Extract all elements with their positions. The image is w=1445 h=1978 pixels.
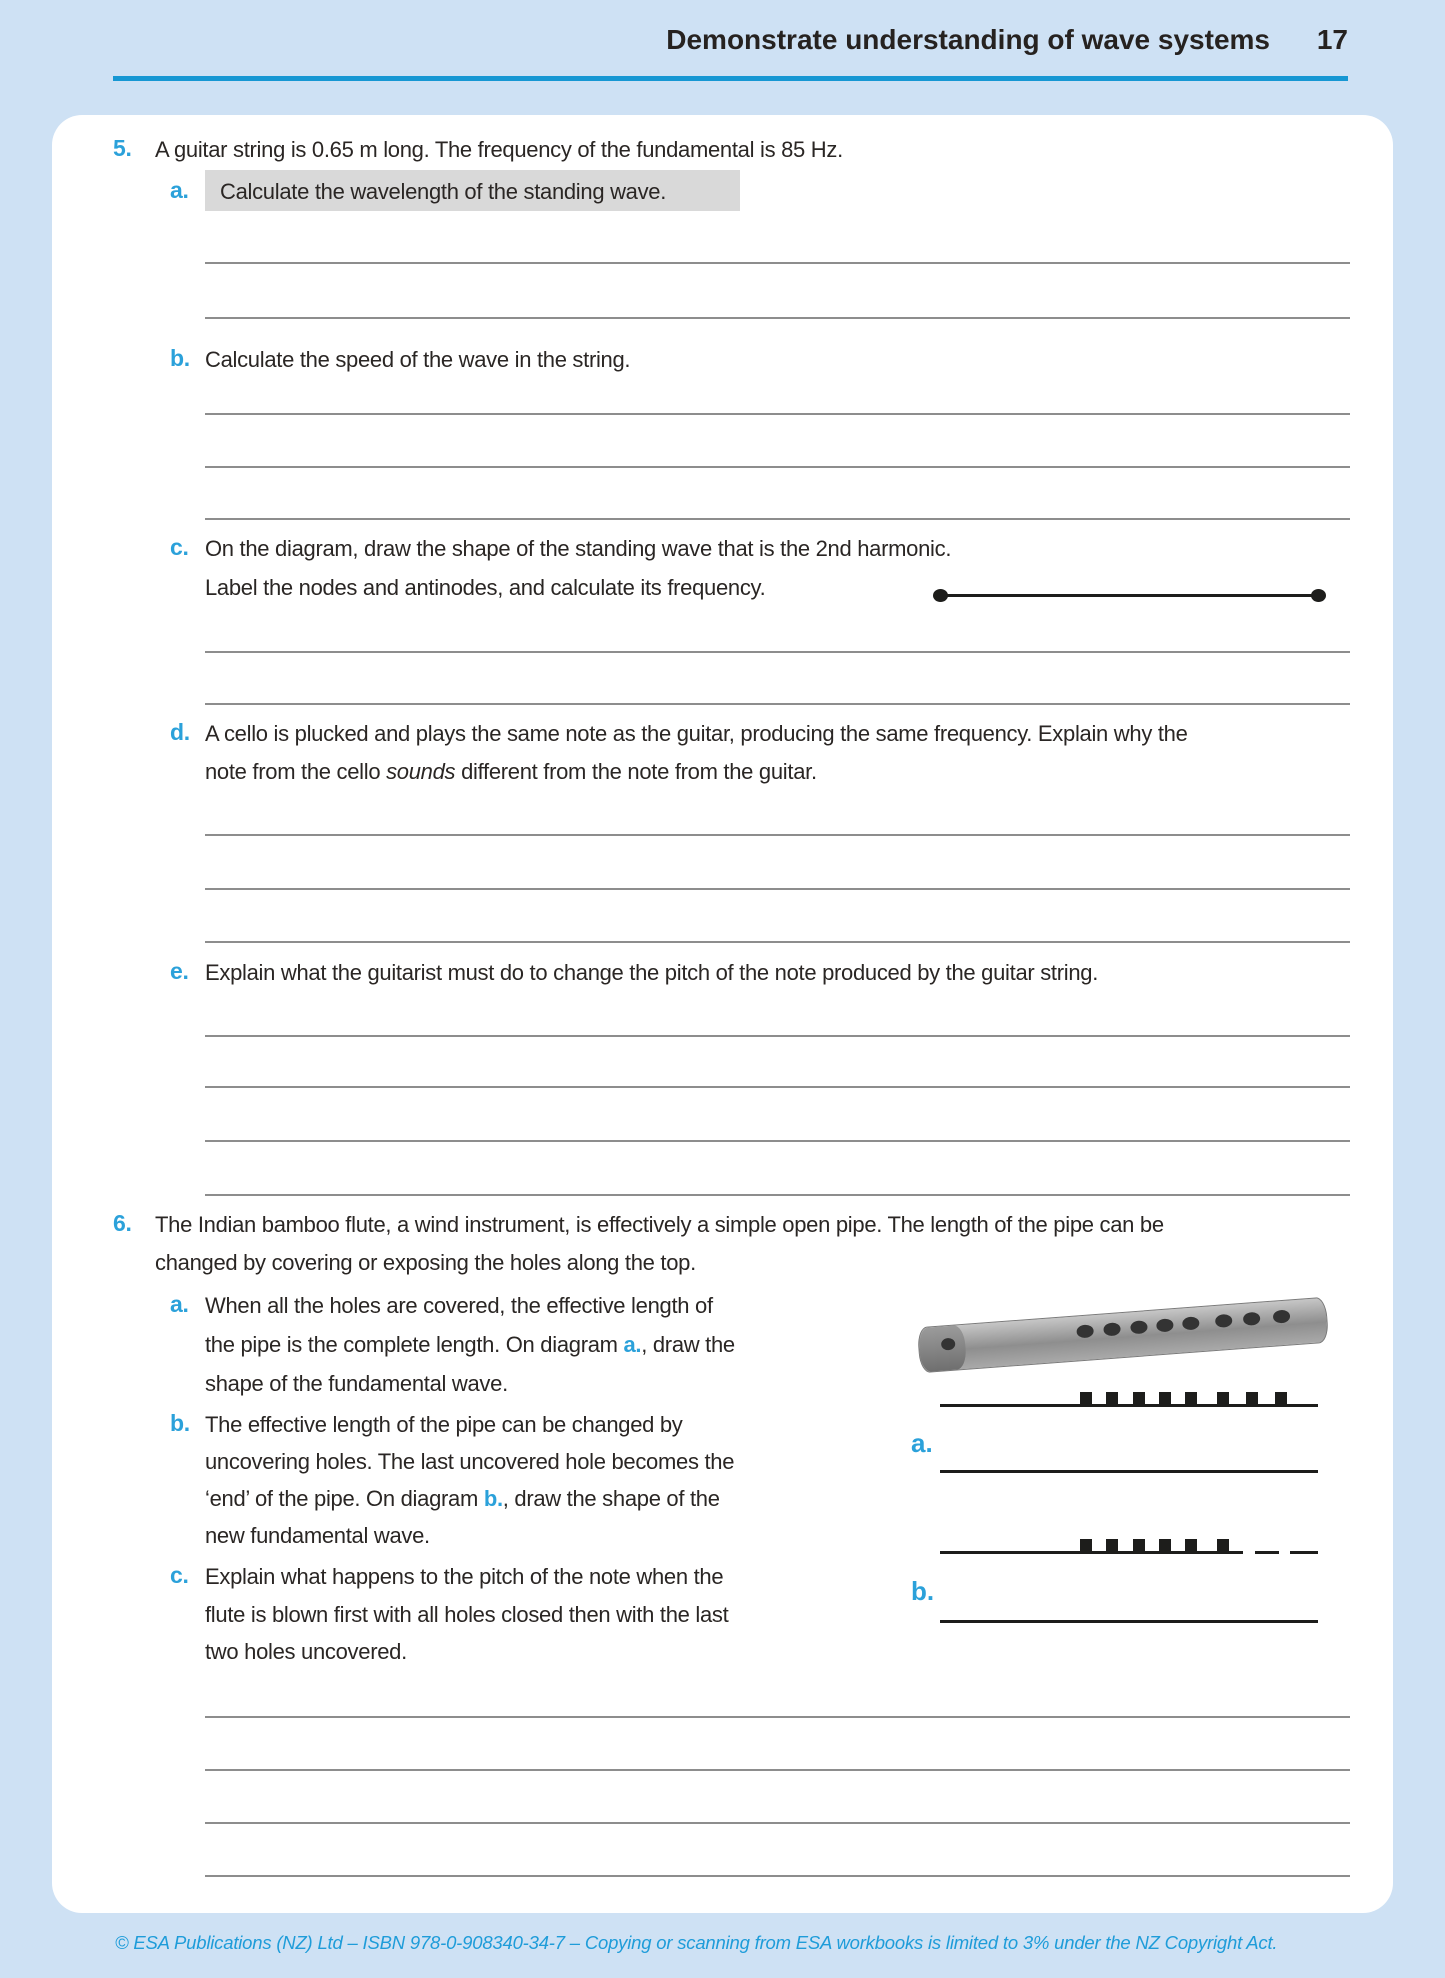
covered-hole-square (1106, 1539, 1118, 1551)
pipe-diagram-b-covered-hole-marks (940, 1539, 1318, 1551)
q6c-text-line1: Explain what happens to the pitch of the note when the (205, 1564, 724, 1589)
pipe-diagram-a-bottom-line (940, 1470, 1318, 1473)
q5c-text-line2: Label the nodes and antinodes, and calculate its frequency. (205, 575, 766, 600)
q6a-text-line2 (205, 1330, 735, 1360)
pipe-diagram-b-open-hole-dash (1255, 1551, 1279, 1554)
string-diagram-line (940, 594, 1318, 597)
question-5-stem: A guitar string is 0.65 m long. The frequency of the fundamental is 85 Hz. (155, 137, 843, 162)
covered-hole-square (1275, 1392, 1287, 1404)
q6a-line2-post: , draw the (641, 1332, 735, 1357)
string-diagram-left-end-dot (933, 589, 948, 602)
q5a-text: Calculate the wavelength of the standing wave. (220, 179, 667, 204)
q6b-line3-diagram-ref: b. (483, 1486, 503, 1511)
q6a-label: a. (170, 1291, 189, 1317)
answer-line (205, 703, 1350, 705)
covered-hole-square (1217, 1539, 1229, 1551)
answer-line (205, 518, 1350, 520)
answer-line (205, 1875, 1350, 1877)
q6c-text-line2: flute is blown first with all holes closed then with the last (205, 1602, 729, 1627)
q6b-text-line1: The effective length of the pipe can be changed by (205, 1412, 683, 1437)
question-6-number: 6. (113, 1210, 132, 1236)
q5d-line2-post: different from the note from the guitar. (455, 759, 817, 784)
q5b-text: Calculate the speed of the wave in the string. (205, 347, 631, 372)
covered-hole-square (1185, 1539, 1197, 1551)
flute-finger-hole (1156, 1318, 1174, 1332)
covered-hole-square (1246, 1392, 1258, 1404)
answer-line (205, 1822, 1350, 1824)
flute-finger-hole (1103, 1322, 1121, 1336)
answer-line (205, 834, 1350, 836)
answer-line (205, 1086, 1350, 1088)
flute-finger-hole (1273, 1309, 1291, 1323)
question-6-stem-line2: changed by covering or exposing the holes along the top. (155, 1250, 696, 1275)
pipe-diagram-b-open-hole-dash (1290, 1551, 1318, 1554)
covered-hole-square (1185, 1392, 1197, 1404)
question-6-stem-line1: The Indian bamboo flute, a wind instrument, is effectively a simple open pipe. The length of the pipe can be (155, 1212, 1164, 1237)
q5d-text-line2 (205, 757, 817, 787)
q5d-line2-italic-word: sounds (386, 759, 456, 784)
q6a-text-line3: shape of the fundamental wave. (205, 1371, 508, 1396)
q6b-text-line2: uncovering holes. The last uncovered hole becomes the (205, 1449, 735, 1474)
q5d-label: d. (170, 719, 190, 745)
q6a-line2-diagram-ref: a. (623, 1332, 642, 1357)
q6b-line3-post: , draw the shape of the (502, 1486, 720, 1511)
page-title: Demonstrate understanding of wave systems (666, 24, 1270, 55)
q5d-text-line1: A cello is plucked and plays the same note as the guitar, producing the same frequency. Explain why the (205, 721, 1188, 746)
answer-line (205, 1140, 1350, 1142)
q6b-text-line4: new fundamental wave. (205, 1523, 430, 1548)
answer-line (205, 941, 1350, 943)
q5c-text-line1: On the diagram, draw the shape of the standing wave that is the 2nd harmonic. (205, 536, 952, 561)
q6b-line3-pre: ‘end’ of the pipe. On diagram (205, 1486, 484, 1511)
q5b-label: b. (170, 345, 190, 371)
pipe-diagram-b-top-line (940, 1551, 1243, 1554)
answer-line (205, 262, 1350, 264)
covered-hole-square (1106, 1392, 1118, 1404)
covered-hole-square (1133, 1392, 1145, 1404)
q6b-text-line3 (205, 1484, 720, 1514)
page-number: 17 (1316, 24, 1348, 55)
answer-line (205, 1769, 1350, 1771)
flute-finger-hole (1076, 1324, 1094, 1338)
covered-hole-square (1080, 1392, 1092, 1404)
flute-finger-hole (1182, 1316, 1200, 1330)
q6c-label: c. (170, 1562, 189, 1588)
header-rule (113, 76, 1348, 81)
pipe-diagram-b-bottom-line (940, 1620, 1318, 1623)
question-5-number: 5. (113, 135, 132, 161)
q6a-line2-pre: the pipe is the complete length. On diagram (205, 1332, 624, 1357)
covered-hole-square (1133, 1539, 1145, 1551)
answer-line (205, 413, 1350, 415)
pipe-diagram-a-covered-hole-marks (940, 1392, 1318, 1404)
flute-finger-hole (1243, 1312, 1261, 1326)
flute-finger-hole (1130, 1320, 1148, 1334)
q5e-text: Explain what the guitarist must do to change the pitch of the note produced by the guitar string. (205, 960, 1099, 985)
answer-line (205, 888, 1350, 890)
diagram-a-label: a. (911, 1428, 933, 1458)
answer-line (205, 1716, 1350, 1718)
string-diagram-right-end-dot (1311, 589, 1326, 602)
diagram-b-label: b. (911, 1576, 935, 1606)
answer-line (205, 317, 1350, 319)
covered-hole-square (1159, 1392, 1171, 1404)
q6c-text-line3: two holes uncovered. (205, 1639, 407, 1664)
answer-line (205, 1035, 1350, 1037)
answer-line (205, 466, 1350, 468)
covered-hole-square (1080, 1539, 1092, 1551)
answer-line (205, 1194, 1350, 1196)
q5d-line2-pre: note from the cello (205, 759, 387, 784)
pipe-diagram-a-top-line (940, 1404, 1318, 1407)
q6a-text-line1: When all the holes are covered, the effective length of (205, 1293, 713, 1318)
q6b-label: b. (170, 1410, 190, 1436)
copyright-footer: © ESA Publications (NZ) Ltd – ISBN 978-0-908340-34-7 – Copying or scanning from ESA workbooks is limited to 3% under the NZ Copyright Act. (115, 1932, 1278, 1953)
answer-line (205, 651, 1350, 653)
flute-finger-hole (1215, 1314, 1233, 1328)
covered-hole-square (1159, 1539, 1171, 1551)
q5c-label: c. (170, 534, 189, 560)
q5a-label: a. (170, 177, 189, 203)
q5e-label: e. (170, 958, 189, 984)
covered-hole-square (1217, 1392, 1229, 1404)
